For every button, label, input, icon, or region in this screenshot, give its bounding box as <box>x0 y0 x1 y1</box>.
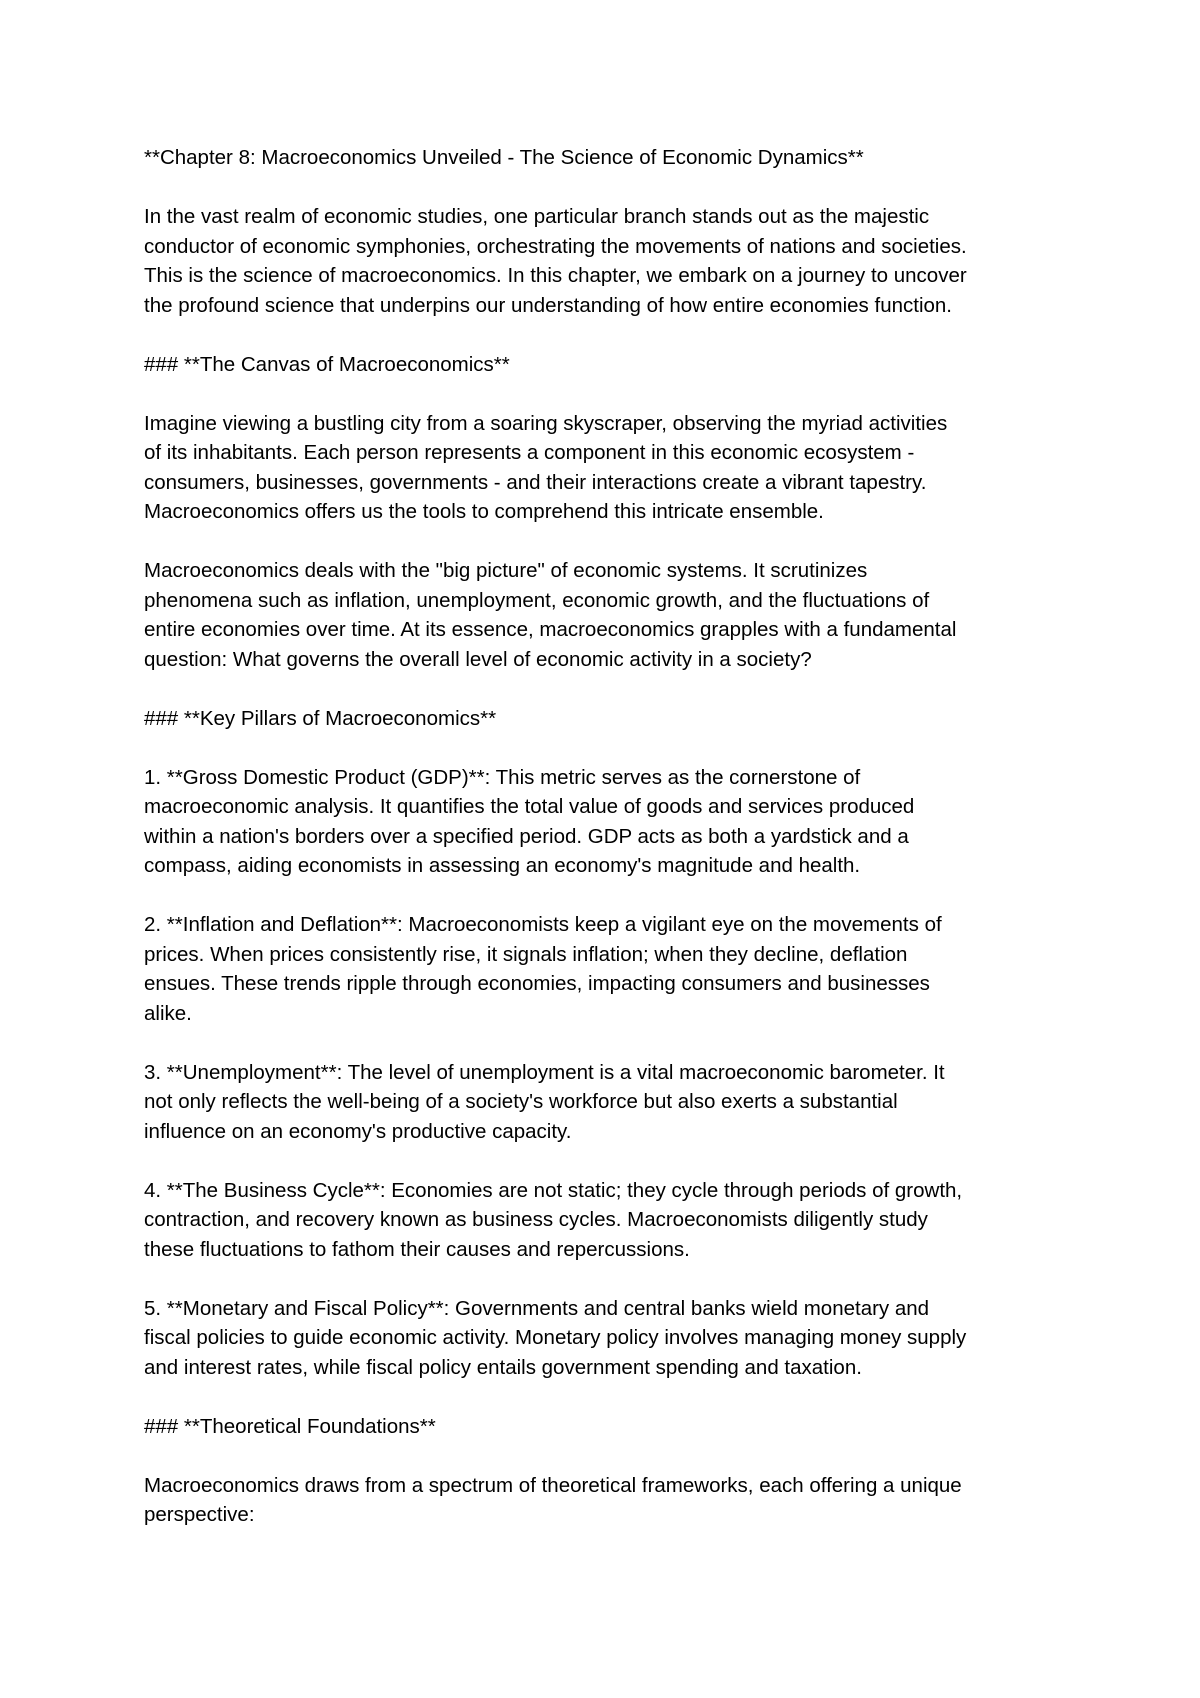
document-body <box>144 143 1074 1559</box>
pillar-item-business-cycle: 4. **The Business Cycle**: Economies are not static; they cycle through periods of growth, contraction, and recovery known as business cycles. Macroeconomists diligently study these fluctuations to fathom their causes and repercussions. <box>144 1178 963 1261</box>
pillar-item-unemployment: 3. **Unemployment**: The level of unemployment is a vital macroeconomic barometer. It not only reflects the well-being of a society's workforce but also exerts a substantial influence on an economy's productive capacity. <box>144 1060 945 1143</box>
pillar-item-policy: 5. **Monetary and Fiscal Policy**: Governments and central banks wield monetary and fiscal policies to guide economic activity. Monetary policy involves managing money supply and interest rates, while fiscal policy entails government spending and taxation. <box>144 1296 967 1379</box>
section-heading-canvas: ### **The Canvas of Macroeconomics** <box>144 352 510 376</box>
canvas-paragraph-2: Macroeconomics deals with the "big picture" of economic systems. It scrutinizes phenomena such as inflation, unemployment, economic growth, and the fluctuations of entire economies over time. At its essence, macroeconomics grapples with a fundamental question: What governs the overall level of economic activity in a society? <box>144 559 957 671</box>
pillar-item-inflation: 2. **Inflation and Deflation**: Macroeconomists keep a vigilant eye on the movements of prices. When prices consistently rise, it signals inflation; when they decline, deflation ensues. These trends ripple through economies, impacting consumers and businesses alike. <box>144 913 942 1025</box>
foundations-paragraph-1: Macroeconomics draws from a spectrum of theoretical frameworks, each offering a unique perspective: <box>144 1473 962 1526</box>
chapter-title: **Chapter 8: Macroeconomics Unveiled - The Science of Economic Dynamics** <box>144 146 864 169</box>
section-heading-foundations: ### **Theoretical Foundations** <box>144 1414 436 1438</box>
canvas-paragraph-1: Imagine viewing a bustling city from a soaring skyscraper, observing the myriad activities of its inhabitants. Each person represents a component in this economic ecosystem - consumers, businesses, governments - and their interactions create a vibrant tapestry. Macroeconomics offers us the tools to comprehend this intricate ensemble. <box>144 411 948 523</box>
pillar-item-gdp: 1. **Gross Domestic Product (GDP)**: This metric serves as the cornerstone of macroeconomic analysis. It quantifies the total value of goods and services produced within a nation's borders over a specified period. GDP acts as both a yardstick and a compass, aiding economists in assessing an economy's magnitude and health. <box>144 765 915 877</box>
intro-paragraph: In the vast realm of economic studies, one particular branch stands out as the majestic conductor of economic symphonies, orchestrating the movements of nations and societies. This is the science of macroeconomics. In this chapter, we embark on a journey to uncover the profound science that underpins our understanding of how entire economies function. <box>144 205 967 317</box>
section-heading-pillars: ### **Key Pillars of Macroeconomics** <box>144 706 497 730</box>
